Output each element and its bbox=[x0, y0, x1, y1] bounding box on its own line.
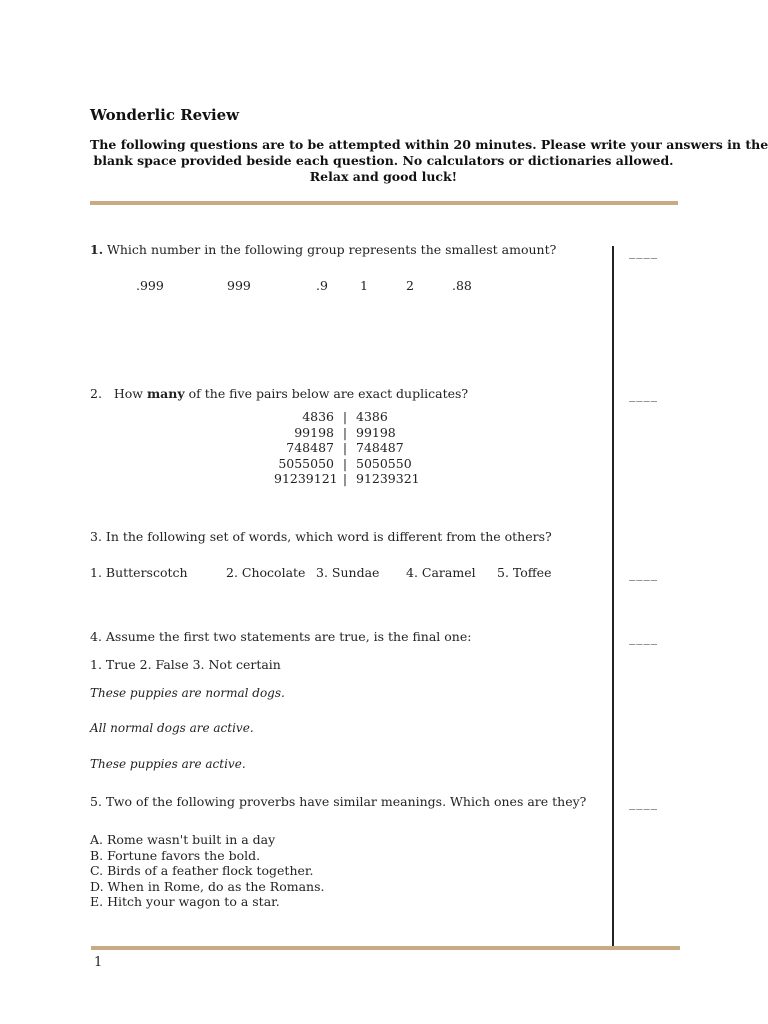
question-2-prefix: 2. How bbox=[90, 386, 147, 401]
pair-right: 5050550 bbox=[356, 455, 412, 471]
q1-option: .999 bbox=[136, 278, 164, 293]
page-number: 1 bbox=[94, 955, 103, 970]
q3-option: 4. Caramel bbox=[406, 565, 476, 580]
q1-option: 1 bbox=[360, 278, 368, 293]
pair-left: 748487 bbox=[286, 440, 334, 455]
instructions bbox=[90, 137, 768, 185]
top-divider bbox=[90, 201, 678, 205]
question-2-emphasis: many bbox=[146, 386, 185, 401]
instructions-line: blank space provided beside each question. No calculators or dictionaries allowed. bbox=[93, 153, 674, 168]
pair-row bbox=[274, 456, 426, 472]
pair-row bbox=[274, 440, 426, 456]
q4-statement: These puppies are normal dogs. bbox=[90, 686, 285, 700]
bottom-divider bbox=[91, 946, 680, 950]
pair-row bbox=[274, 425, 426, 441]
document-title: Wonderlic Review bbox=[90, 106, 240, 124]
q3-option: 1. Butterscotch bbox=[90, 565, 188, 580]
pair-left: 5055050 bbox=[278, 455, 334, 471]
instructions-line: Relax and good luck! bbox=[309, 169, 458, 184]
answer-blank-5[interactable]: ____ bbox=[629, 795, 658, 810]
q1-option: 999 bbox=[227, 278, 251, 293]
answer-blank-1[interactable]: ____ bbox=[629, 244, 658, 259]
question-1-text: Which number in the following group represents the smallest amount? bbox=[103, 242, 557, 257]
pair-separator: | bbox=[342, 471, 348, 486]
pair-row bbox=[274, 471, 426, 487]
q5-option: E. Hitch your wagon to a star. bbox=[90, 894, 280, 909]
question-4: 4. Assume the first two statements are true, is the final one: bbox=[90, 629, 472, 644]
q5-option: A. Rome wasn't built in a day bbox=[90, 832, 276, 847]
pair-right: 99198 bbox=[356, 424, 396, 440]
q4-choices: 1. True 2. False 3. Not certain bbox=[90, 657, 281, 672]
pair-separator: | bbox=[342, 424, 348, 440]
pair-right: 4386 bbox=[356, 409, 388, 424]
q3-option: 5. Toffee bbox=[497, 565, 552, 580]
q3-option: 3. Sundae bbox=[316, 565, 380, 580]
q1-option: .9 bbox=[316, 278, 328, 293]
instructions-line: The following questions are to be attempted within 20 minutes. Please write your answers in the bbox=[90, 137, 768, 152]
q5-options bbox=[90, 832, 324, 910]
pair-right: 91239321 bbox=[356, 471, 420, 486]
question-5: 5. Two of the following proverbs have similar meanings. Which ones are they? bbox=[90, 794, 587, 809]
pair-separator: | bbox=[342, 455, 348, 471]
number-pairs bbox=[274, 409, 426, 487]
q5-option: C. Birds of a feather flock together. bbox=[90, 863, 314, 878]
answer-blank-2[interactable]: ____ bbox=[629, 387, 658, 402]
q4-statement: These puppies are active. bbox=[90, 757, 246, 771]
question-1 bbox=[90, 242, 556, 257]
pair-left: 4836 bbox=[302, 409, 334, 424]
pair-separator: | bbox=[342, 409, 348, 424]
question-1-number: 1. bbox=[90, 242, 104, 257]
question-3: 3. In the following set of words, which word is different from the others? bbox=[90, 529, 552, 544]
q4-statement: All normal dogs are active. bbox=[90, 721, 254, 735]
q1-option: .88 bbox=[452, 278, 472, 293]
pair-left: 91239121 bbox=[274, 471, 338, 486]
pair-left: 99198 bbox=[294, 424, 334, 440]
question-2 bbox=[90, 386, 468, 401]
q1-option: 2 bbox=[406, 278, 414, 293]
q5-option: B. Fortune favors the bold. bbox=[90, 847, 261, 863]
answer-column-divider bbox=[612, 246, 614, 946]
q3-option: 2. Chocolate bbox=[226, 565, 306, 580]
q5-option: D. When in Rome, do as the Romans. bbox=[90, 878, 325, 894]
question-2-suffix: of the five pairs below are exact duplicates? bbox=[184, 386, 469, 401]
pair-separator: | bbox=[342, 440, 348, 455]
answer-blank-3[interactable]: ____ bbox=[629, 566, 658, 581]
pair-row bbox=[274, 409, 426, 425]
answer-blank-4[interactable]: ____ bbox=[629, 630, 658, 645]
pair-right: 748487 bbox=[356, 440, 404, 455]
